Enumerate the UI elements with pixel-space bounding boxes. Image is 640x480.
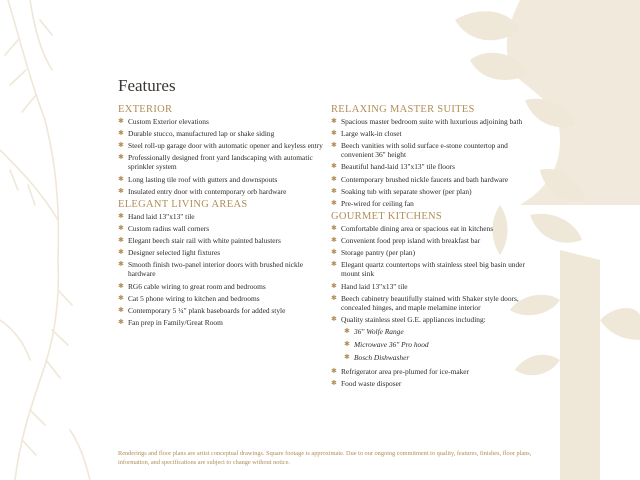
features-section — [331, 211, 531, 388]
feature-item — [118, 141, 323, 150]
feature-text: Smooth finish two-panel interior doors with brushed nickle hardware — [128, 260, 304, 279]
feature-item — [118, 129, 323, 138]
star-bullet-icon: ✱ — [331, 314, 337, 323]
feature-text: Custom Exterior elevations — [128, 117, 209, 126]
star-bullet-icon: ✱ — [331, 129, 337, 138]
star-bullet-icon: ✱ — [118, 141, 124, 150]
feature-text: Large walk-in closet — [341, 129, 402, 139]
section-heading: EXTERIOR — [118, 104, 173, 115]
star-bullet-icon: ✱ — [344, 340, 350, 349]
star-bullet-icon: ✱ — [118, 260, 124, 269]
feature-item — [331, 117, 531, 126]
star-bullet-icon: ✱ — [331, 186, 337, 195]
star-bullet-icon: ✱ — [118, 293, 124, 302]
feature-text: Food waste disposer — [341, 378, 402, 388]
feature-text: Convenient food prep island with breakfast bar — [341, 236, 481, 246]
feature-item — [331, 327, 531, 336]
feature-item — [118, 260, 323, 278]
feature-list — [331, 224, 531, 388]
feature-text: Pre-wired for ceiling fan — [341, 198, 414, 208]
feature-item — [118, 175, 323, 184]
star-bullet-icon: ✱ — [118, 248, 124, 257]
feature-item — [118, 224, 323, 233]
feature-item — [331, 175, 531, 184]
section-heading: RELAXING MASTER SUITES — [331, 104, 475, 115]
feature-text: Designer selected light fixtures — [128, 248, 221, 258]
feature-text: Fan prep in Family/Great Room — [128, 317, 223, 327]
star-bullet-icon: ✱ — [331, 293, 337, 302]
feature-text: Elegant quartz countertops with stainless steel big basin under mount sink — [341, 260, 525, 279]
feature-text: Insulated entry door with contemporary orb hardware — [128, 186, 287, 196]
star-bullet-icon: ✱ — [331, 248, 337, 257]
feature-item — [331, 367, 531, 376]
feature-text: Storage pantry (per plan) — [341, 248, 416, 258]
feature-item — [331, 260, 531, 278]
feature-text: Steel roll-up garage door with automatic opener and keyless entry — [128, 141, 323, 151]
feature-text: Professionally designed front yard landscaping with automatic sprinkler system — [128, 153, 313, 172]
disclaimer-footnote: Renderings and floor plans are artist conceptual drawings. Square footage is approximate. Due to our ongoing commitment to quality, features, finishes, floor plans, information, and specifications are subject to change without notice. — [118, 450, 532, 466]
feature-item — [118, 212, 323, 221]
feature-item — [331, 248, 531, 257]
feature-item — [118, 318, 323, 327]
star-bullet-icon: ✱ — [118, 186, 124, 195]
features-section — [118, 104, 323, 196]
left-column — [118, 104, 323, 330]
star-bullet-icon: ✱ — [331, 378, 337, 387]
star-bullet-icon: ✱ — [118, 153, 124, 162]
feature-text: Bosch Dishwasher — [354, 353, 410, 363]
star-bullet-icon: ✱ — [118, 305, 124, 314]
star-bullet-icon: ✱ — [118, 236, 124, 245]
feature-text: Custom radius wall corners — [128, 223, 210, 233]
feature-list — [118, 212, 323, 327]
star-bullet-icon: ✱ — [331, 174, 337, 183]
star-bullet-icon: ✱ — [331, 198, 337, 207]
feature-item — [331, 340, 531, 349]
feature-item — [331, 294, 531, 312]
feature-item — [118, 248, 323, 257]
star-bullet-icon: ✱ — [331, 141, 337, 150]
page-title: Features — [118, 76, 176, 95]
feature-text: Soaking tub with separate shower (per plan) — [341, 186, 472, 196]
feature-text: RG6 cable wiring to great room and bedrooms — [128, 281, 266, 291]
feature-text: Refrigerator area pre-plumed for ice-maker — [341, 366, 470, 376]
feature-item — [331, 187, 531, 196]
feature-text: Comfortable dining area or spacious eat in kitchens — [341, 223, 494, 233]
feature-text: Beech vanities with solid surface e-stone countertop and convenient 36" height — [341, 141, 508, 160]
feature-text: Hand laid 13"x13" tile — [341, 281, 408, 291]
feature-item — [118, 282, 323, 291]
feature-text: Beautiful hand-laid 13"x13" tile floors — [341, 162, 455, 172]
star-bullet-icon: ✱ — [118, 223, 124, 232]
feature-text: Beech cabinetry beautifully stained with Shaker style doors, concealed hinges, and maple melamine interior — [341, 293, 519, 312]
feature-list — [331, 117, 531, 208]
feature-item — [331, 129, 531, 138]
star-bullet-icon: ✱ — [331, 260, 337, 269]
right-column — [331, 104, 531, 391]
feature-item — [331, 236, 531, 245]
section-heading: GOURMET KITCHENS — [331, 210, 443, 222]
feature-item — [118, 306, 323, 315]
feature-text: Microwave 36" Pro hood — [354, 340, 429, 350]
star-bullet-icon: ✱ — [118, 117, 124, 125]
star-bullet-icon: ✱ — [331, 236, 337, 245]
feature-item — [331, 353, 531, 362]
feature-item — [331, 141, 531, 159]
feature-text: Contemporary brushed nickle faucets and bath hardware — [341, 174, 509, 184]
feature-item — [118, 117, 323, 126]
star-bullet-icon: ✱ — [118, 174, 124, 183]
star-bullet-icon: ✱ — [331, 223, 337, 232]
star-bullet-icon: ✱ — [331, 366, 337, 375]
feature-item — [331, 282, 531, 291]
feature-text: Durable stucco, manufactured lap or shake siding — [128, 129, 275, 139]
feature-item — [118, 294, 323, 303]
feature-item — [331, 199, 531, 208]
feature-text: Quality stainless steel G.E. appliances including: — [341, 314, 486, 324]
star-bullet-icon: ✱ — [118, 317, 124, 326]
feature-text: Elegant beech stair rail with white painted balusters — [128, 236, 281, 246]
feature-text: Contemporary 5 ¼" plank baseboards for added style — [128, 305, 286, 315]
feature-text: 36" Wolfe Range — [354, 327, 404, 337]
features-section — [118, 199, 323, 327]
feature-text: Cat 5 phone wiring to kitchen and bedrooms — [128, 293, 260, 303]
star-bullet-icon: ✱ — [344, 327, 350, 336]
feature-text: Spacious master bedroom suite with luxurious adjoining bath — [341, 117, 523, 126]
star-bullet-icon: ✱ — [331, 117, 337, 125]
feature-item — [118, 153, 323, 171]
feature-item — [331, 315, 531, 324]
feature-item — [331, 379, 531, 388]
feature-item — [331, 224, 531, 233]
star-bullet-icon: ✱ — [118, 211, 124, 220]
star-bullet-icon: ✱ — [344, 353, 350, 362]
feature-item — [118, 187, 323, 196]
star-bullet-icon: ✱ — [118, 129, 124, 138]
features-section — [331, 104, 531, 208]
star-bullet-icon: ✱ — [331, 281, 337, 290]
section-heading: ELEGANT LIVING AREAS — [118, 198, 248, 210]
feature-item — [118, 236, 323, 245]
star-bullet-icon: ✱ — [331, 162, 337, 171]
feature-list — [118, 117, 323, 196]
feature-text: Long lasting tile roof with gutters and downspouts — [128, 174, 278, 184]
feature-text: Hand laid 13"x13" tile — [128, 211, 195, 221]
star-bullet-icon: ✱ — [118, 281, 124, 290]
feature-item — [331, 162, 531, 171]
